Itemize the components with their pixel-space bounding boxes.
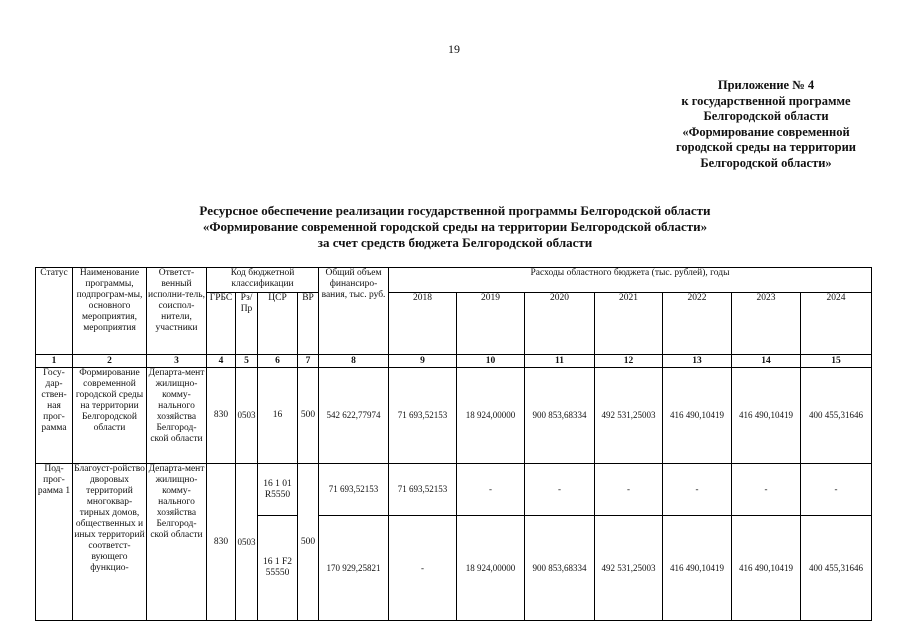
column-number: 9	[389, 355, 457, 368]
resource-table	[35, 267, 872, 621]
column-number: 10	[457, 355, 525, 368]
column-number: 8	[319, 355, 389, 368]
header-year-2018: 2018	[389, 293, 457, 355]
row-grbs: 830	[207, 464, 236, 621]
row-year-value: 416 490,10419	[663, 368, 732, 464]
header-expenses-group: Расходы областного бюджета (тыс. рублей), годы	[389, 268, 872, 293]
row-year-value: 400 455,31646	[801, 516, 872, 621]
row-year-value: 416 490,10419	[732, 516, 801, 621]
column-number: 6	[258, 355, 298, 368]
column-number: 4	[207, 355, 236, 368]
header-year-2021: 2021	[595, 293, 663, 355]
appendix-line: городской среды на территории	[676, 140, 856, 154]
page-number: 19	[448, 42, 460, 56]
row-total: 542 622,77974	[319, 368, 389, 464]
row-year-value: 18 924,00000	[457, 368, 525, 464]
header-grbs: ГРБС	[207, 293, 236, 355]
row-csr: 16 1 01 R5550	[258, 464, 298, 516]
row-year-value: 71 693,52153	[389, 368, 457, 464]
appendix-line: Белгородской области»	[700, 155, 832, 170]
row-year-value: -	[595, 464, 663, 516]
column-number: 2	[73, 355, 147, 368]
header-responsible: Ответст-венный исполни-тель, соиспол-нители, участники	[147, 268, 207, 355]
row-csr: 16	[258, 368, 298, 464]
column-number: 1	[36, 355, 73, 368]
appendix-line: к государственной программе	[681, 93, 851, 108]
header-year-2019: 2019	[457, 293, 525, 355]
row-year-value: -	[801, 464, 872, 516]
row-grbs: 830	[207, 368, 236, 464]
header-status: Статус	[36, 268, 73, 355]
header-rzpr: Рз/ Пр	[236, 293, 258, 355]
column-number: 15	[801, 355, 872, 368]
row-name: Формирование современной городской среды на территории Белгородской области	[73, 368, 147, 464]
column-number: 7	[298, 355, 319, 368]
header-year-2023: 2023	[732, 293, 801, 355]
header-csr: ЦСР	[258, 293, 298, 355]
table-row	[36, 464, 872, 516]
row-rzpr: 0503	[236, 464, 258, 621]
row-total: 71 693,52153	[319, 464, 389, 516]
row-year-value: 900 853,68334	[525, 516, 595, 621]
row-year-value: 400 455,31646	[801, 368, 872, 464]
column-number: 3	[147, 355, 207, 368]
row-responsible: Департа-мент жилищно-комму-нального хозяйства Белгород-ской области	[147, 368, 207, 464]
row-vr: 500	[298, 368, 319, 464]
row-year-value: 492 531,25003	[595, 368, 663, 464]
appendix-line: Приложение № 4	[717, 78, 815, 92]
row-year-value: -	[389, 516, 457, 621]
row-year-value: 492 531,25003	[595, 516, 663, 621]
header-year-2020: 2020	[525, 293, 595, 355]
title-line: Ресурсное обеспечение реализации государственной программы Белгородской области	[199, 203, 711, 218]
row-responsible: Департа-мент жилищно-комму-нального хозяйства Белгород-ской области	[147, 464, 207, 621]
row-year-value: -	[457, 464, 525, 516]
column-number: 13	[663, 355, 732, 368]
row-year-value: 900 853,68334	[525, 368, 595, 464]
row-year-value: 416 490,10419	[663, 516, 732, 621]
row-status: Под-прог-рамма 1	[36, 464, 73, 621]
header-code-group: Код бюджетной классификации	[207, 268, 319, 293]
row-year-value: -	[663, 464, 732, 516]
appendix-line: «Формирование современной	[682, 124, 850, 139]
appendix-line: Белгородской области	[703, 109, 829, 123]
row-year-value: -	[732, 464, 801, 516]
row-rzpr: 0503	[236, 368, 258, 464]
header-name: Наименование программы, подпрограм-мы, основного мероприятия, мероприятия	[73, 268, 147, 355]
header-year-2022: 2022	[663, 293, 732, 355]
document-title	[100, 203, 810, 251]
header-vr: ВР	[298, 293, 319, 355]
row-year-value: 416 490,10419	[732, 368, 801, 464]
column-number: 5	[236, 355, 258, 368]
column-number: 12	[595, 355, 663, 368]
column-number: 14	[732, 355, 801, 368]
appendix-heading	[660, 78, 872, 171]
column-number: 11	[525, 355, 595, 368]
table-row	[36, 368, 872, 464]
row-total: 170 929,25821	[319, 516, 389, 621]
row-csr: 16 1 F2 55550	[258, 516, 298, 621]
header-year-2024: 2024	[801, 293, 872, 355]
title-line: за счет средств бюджета Белгородской области	[317, 235, 593, 250]
row-vr: 500	[298, 464, 319, 621]
row-name: Благоуст-ройство дворовых территорий многоквар-тирных домов, общественных и иных территорий соответст-вующего функцио-	[73, 464, 147, 621]
row-year-value: -	[525, 464, 595, 516]
header-total: Общий объем финансиро-вания, тыс. руб.	[319, 268, 389, 355]
row-year-value: 18 924,00000	[457, 516, 525, 621]
title-line: «Формирование современной городской среды на территории Белгородской области»	[202, 219, 708, 234]
row-status: Госу-дар-ствен-ная прог-рамма	[36, 368, 73, 464]
row-year-value: 71 693,52153	[389, 464, 457, 516]
